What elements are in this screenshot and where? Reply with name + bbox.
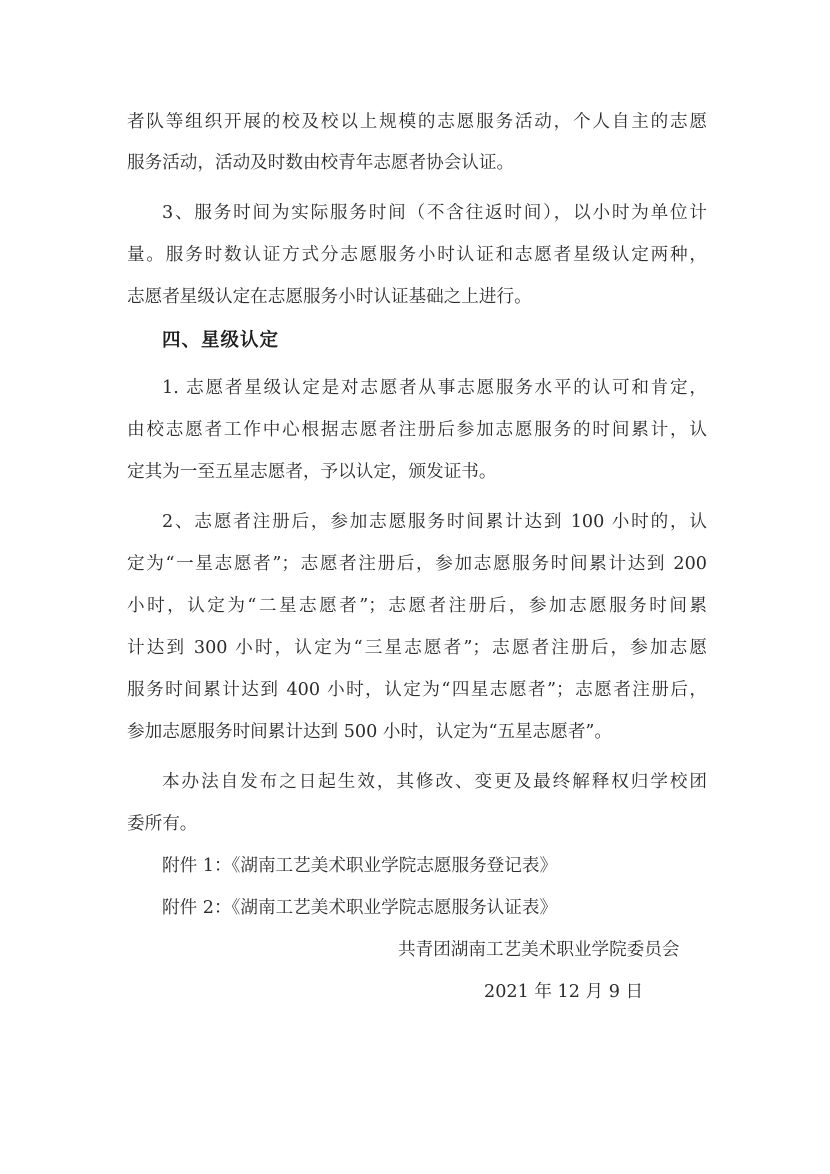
attachment-line: 附件 2：《湖南工艺美术职业学院志愿服务认证表》	[162, 898, 558, 918]
paragraph-line: 服务活动，活动及时数由校青年志愿者协会认证。	[127, 153, 515, 173]
paragraph-line: 服务时间累计达到 400 小时，认定为“四星志愿者”；志愿者注册后，	[127, 680, 707, 700]
paragraph-line: 2、志愿者注册后，参加志愿服务时间累计达到 100 小时的，认	[162, 512, 707, 532]
signature-date: 2021 年 12 月 9 日	[484, 982, 644, 1002]
paragraph-line: 1. 志愿者星级认定是对志愿者从事志愿服务水平的认可和肯定，	[162, 378, 707, 398]
paragraph-line: 委所有。	[127, 814, 198, 834]
paragraph-line: 量。服务时数认证方式分志愿服务小时认证和志愿者星级认定两种，	[127, 245, 707, 265]
attachment-line: 附件 1：《湖南工艺美术职业学院志愿服务登记表》	[162, 856, 558, 876]
paragraph-line: 志愿者星级认定在志愿服务小时认证基础之上进行。	[127, 287, 532, 307]
paragraph-line: 定为“一星志愿者”；志愿者注册后，参加志愿服务时间累计达到 200	[127, 554, 707, 574]
paragraph-line: 者队等组织开展的校及校以上规模的志愿服务活动，个人自主的志愿	[127, 112, 707, 132]
paragraph-line: 定其为一至五星志愿者，予以认定，颁发证书。	[127, 462, 497, 482]
paragraph-line: 参加志愿服务时间累计达到 500 小时，认定为“五星志愿者”。	[127, 722, 613, 742]
paragraph-line: 小时，认定为“二星志愿者”；志愿者注册后，参加志愿服务时间累	[127, 596, 707, 616]
paragraph-line: 3、服务时间为实际服务时间（不含往返时间），以小时为单位计	[162, 203, 707, 223]
section-heading: 四、星级认定	[162, 330, 280, 351]
paragraph-line: 由校志愿者工作中心根据志愿者注册后参加志愿服务的时间累计，认	[127, 420, 707, 440]
signature-organization: 共青团湖南工艺美术职业学院委员会	[398, 940, 680, 960]
paragraph-line: 本办法自发布之日起生效，其修改、变更及最终解释权归学校团	[162, 772, 707, 792]
paragraph-line: 计达到 300 小时，认定为“三星志愿者”；志愿者注册后，参加志愿	[127, 638, 707, 658]
